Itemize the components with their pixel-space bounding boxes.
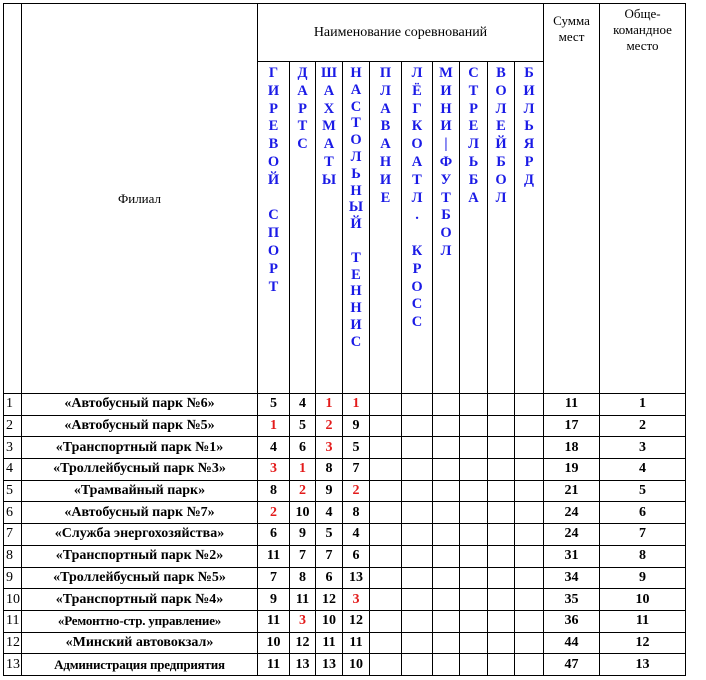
score-cell	[460, 437, 488, 459]
score-cell	[402, 524, 433, 546]
score-cell	[433, 437, 460, 459]
table-row	[4, 415, 686, 437]
score-cell	[488, 502, 515, 524]
score-cell: 12	[290, 632, 316, 654]
header-competitions: Наименование соревнований	[258, 4, 544, 62]
place-cell: 4	[600, 459, 686, 481]
table-row	[4, 567, 686, 589]
score-cell	[515, 524, 544, 546]
score-cell: 7	[258, 567, 290, 589]
sum-cell: 21	[544, 480, 600, 502]
score-cell: 7	[290, 545, 316, 567]
sport-name: Н А С Т О Л Ь Н Ы Й Т Е Н Н И С	[348, 65, 364, 350]
score-cell: 1	[258, 415, 290, 437]
score-cell	[488, 610, 515, 632]
sum-cell: 47	[544, 654, 600, 676]
branch-name: «Троллейбусный парк №5»	[22, 567, 258, 589]
score-cell	[433, 589, 460, 611]
score-cell	[433, 545, 460, 567]
sum-cell: 34	[544, 567, 600, 589]
place-cell: 13	[600, 654, 686, 676]
table-row	[4, 632, 686, 654]
score-cell	[402, 589, 433, 611]
branch-name: «Трамвайный парк»	[22, 480, 258, 502]
branch-name: «Минский автовокзал»	[22, 632, 258, 654]
score-cell: 10	[316, 610, 343, 632]
score-cell	[370, 589, 402, 611]
place-cell: 6	[600, 502, 686, 524]
score-cell: 2	[258, 502, 290, 524]
sum-cell: 18	[544, 437, 600, 459]
sum-cell: 35	[544, 589, 600, 611]
score-cell: 2	[316, 415, 343, 437]
sum-cell: 11	[544, 394, 600, 416]
score-cell: 12	[343, 610, 370, 632]
row-number: 4	[4, 459, 22, 481]
score-cell: 10	[343, 654, 370, 676]
row-number: 12	[4, 632, 22, 654]
score-cell: 9	[316, 480, 343, 502]
score-cell	[433, 459, 460, 481]
sport-name: Б И Л Ь Я Р Д	[523, 65, 535, 188]
score-cell	[370, 632, 402, 654]
place-cell: 12	[600, 632, 686, 654]
header-number-cell	[4, 4, 22, 394]
branch-name: «Служба энергохозяйства»	[22, 524, 258, 546]
score-cell	[515, 567, 544, 589]
score-cell	[370, 567, 402, 589]
score-cell	[460, 589, 488, 611]
score-cell	[460, 524, 488, 546]
score-cell	[402, 632, 433, 654]
table-row	[4, 480, 686, 502]
score-cell	[402, 480, 433, 502]
score-cell: 8	[316, 459, 343, 481]
score-cell: 13	[316, 654, 343, 676]
score-cell	[433, 610, 460, 632]
score-cell	[515, 394, 544, 416]
sum-cell: 24	[544, 502, 600, 524]
score-cell	[488, 524, 515, 546]
place-cell: 8	[600, 545, 686, 567]
score-cell: 6	[343, 545, 370, 567]
score-cell: 2	[343, 480, 370, 502]
row-number: 9	[4, 567, 22, 589]
score-cell	[460, 480, 488, 502]
score-cell: 5	[316, 524, 343, 546]
place-cell: 9	[600, 567, 686, 589]
branch-name: «Троллейбусный парк №3»	[22, 459, 258, 481]
score-cell: 5	[290, 415, 316, 437]
row-number: 10	[4, 589, 22, 611]
score-cell	[433, 415, 460, 437]
score-cell	[402, 545, 433, 567]
score-cell	[488, 545, 515, 567]
score-cell: 11	[258, 610, 290, 632]
score-cell: 10	[258, 632, 290, 654]
score-cell: 8	[258, 480, 290, 502]
sport-header-4	[343, 62, 370, 394]
score-cell	[460, 632, 488, 654]
row-number: 13	[4, 654, 22, 676]
score-cell: 3	[343, 589, 370, 611]
score-cell: 9	[290, 524, 316, 546]
sport-name: П Л А В А Н И Е	[379, 65, 392, 206]
row-number: 8	[4, 545, 22, 567]
score-cell	[433, 480, 460, 502]
sport-header-7	[433, 62, 460, 394]
table-row	[4, 545, 686, 567]
score-cell: 6	[258, 524, 290, 546]
score-cell: 11	[343, 632, 370, 654]
branch-name: Администрация предприятия	[22, 654, 258, 676]
sum-cell: 19	[544, 459, 600, 481]
table-row	[4, 589, 686, 611]
place-cell: 11	[600, 610, 686, 632]
score-cell: 11	[290, 589, 316, 611]
score-cell: 11	[258, 545, 290, 567]
score-cell: 4	[258, 437, 290, 459]
score-cell	[433, 524, 460, 546]
score-cell	[460, 459, 488, 481]
score-cell	[460, 415, 488, 437]
sport-header-1	[258, 62, 290, 394]
branch-name: «Транспортный парк №4»	[22, 589, 258, 611]
score-cell: 5	[258, 394, 290, 416]
header-team-place: Обще-командное место	[600, 4, 686, 394]
results-table	[3, 3, 686, 676]
score-cell: 5	[343, 437, 370, 459]
score-cell: 6	[316, 567, 343, 589]
sport-name: С Т Р Е Л Ь Б А	[468, 65, 479, 206]
score-cell	[460, 654, 488, 676]
row-number: 1	[4, 394, 22, 416]
place-cell: 3	[600, 437, 686, 459]
place-cell: 7	[600, 524, 686, 546]
score-cell	[370, 459, 402, 481]
score-cell	[488, 632, 515, 654]
score-cell	[402, 459, 433, 481]
sum-cell: 36	[544, 610, 600, 632]
table-row	[4, 524, 686, 546]
place-cell: 5	[600, 480, 686, 502]
score-cell	[370, 437, 402, 459]
row-number: 3	[4, 437, 22, 459]
score-cell	[515, 610, 544, 632]
header-row	[4, 4, 686, 62]
score-cell	[460, 394, 488, 416]
score-cell	[488, 437, 515, 459]
score-cell	[402, 567, 433, 589]
score-cell: 1	[290, 459, 316, 481]
table-row	[4, 459, 686, 481]
row-number: 11	[4, 610, 22, 632]
table-row	[4, 437, 686, 459]
score-cell	[433, 654, 460, 676]
score-cell: 11	[316, 632, 343, 654]
score-cell	[402, 415, 433, 437]
sport-header-3	[316, 62, 343, 394]
score-cell	[402, 394, 433, 416]
score-cell: 1	[343, 394, 370, 416]
sport-header-10	[515, 62, 544, 394]
score-cell	[370, 415, 402, 437]
row-number: 2	[4, 415, 22, 437]
score-cell	[370, 394, 402, 416]
score-cell: 4	[316, 502, 343, 524]
score-cell	[515, 654, 544, 676]
sum-cell: 24	[544, 524, 600, 546]
score-cell	[488, 654, 515, 676]
branch-name: «Автобусный парк №7»	[22, 502, 258, 524]
score-cell: 4	[290, 394, 316, 416]
score-cell: 1	[316, 394, 343, 416]
score-cell	[433, 502, 460, 524]
score-cell: 4	[343, 524, 370, 546]
score-cell: 2	[290, 480, 316, 502]
branch-name: «Автобусный парк №6»	[22, 394, 258, 416]
score-cell	[460, 567, 488, 589]
score-cell	[433, 567, 460, 589]
score-cell: 3	[258, 459, 290, 481]
place-cell: 10	[600, 589, 686, 611]
branch-name: «Транспортный парк №2»	[22, 545, 258, 567]
score-cell	[370, 654, 402, 676]
score-cell	[488, 567, 515, 589]
sum-cell: 44	[544, 632, 600, 654]
sport-name: М И Н И | Ф У Т Б О Л	[439, 65, 453, 259]
sport-name: Д А Р Т С	[297, 65, 308, 153]
row-number: 5	[4, 480, 22, 502]
score-cell	[488, 589, 515, 611]
place-cell: 1	[600, 394, 686, 416]
score-cell: 11	[258, 654, 290, 676]
sport-header-8	[460, 62, 488, 394]
sport-header-6	[402, 62, 433, 394]
sport-name: Г И Р Е В О Й С П О Р Т	[267, 65, 280, 295]
score-cell	[433, 632, 460, 654]
score-cell: 13	[343, 567, 370, 589]
score-cell	[488, 459, 515, 481]
score-cell	[370, 524, 402, 546]
score-cell	[402, 502, 433, 524]
place-cell: 2	[600, 415, 686, 437]
score-cell: 9	[343, 415, 370, 437]
header-sum: Сумма мест	[544, 4, 600, 394]
table-row	[4, 610, 686, 632]
score-cell	[370, 610, 402, 632]
score-cell	[515, 459, 544, 481]
score-cell	[402, 610, 433, 632]
sport-name: Л Ё Г К О А Т Л . К Р О С С	[411, 65, 423, 331]
score-cell	[402, 654, 433, 676]
score-cell: 10	[290, 502, 316, 524]
score-cell	[460, 502, 488, 524]
table-row	[4, 654, 686, 676]
score-cell: 3	[316, 437, 343, 459]
sport-header-9	[488, 62, 515, 394]
score-cell	[515, 480, 544, 502]
score-cell	[370, 545, 402, 567]
score-cell	[370, 480, 402, 502]
score-cell: 7	[343, 459, 370, 481]
score-cell: 8	[290, 567, 316, 589]
sum-cell: 31	[544, 545, 600, 567]
branch-name: «Автобусный парк №5»	[22, 415, 258, 437]
score-cell	[515, 589, 544, 611]
sport-header-2	[290, 62, 316, 394]
sum-cell: 17	[544, 415, 600, 437]
table-row	[4, 394, 686, 416]
score-cell	[488, 415, 515, 437]
score-cell	[515, 632, 544, 654]
score-cell: 7	[316, 545, 343, 567]
score-cell	[433, 394, 460, 416]
branch-name: «Ремонтно-стр. управление»	[22, 610, 258, 632]
score-cell	[488, 394, 515, 416]
score-cell	[515, 415, 544, 437]
score-cell	[515, 502, 544, 524]
score-cell	[515, 437, 544, 459]
header-branch: Филиал	[22, 4, 258, 394]
score-cell: 12	[316, 589, 343, 611]
score-cell	[515, 545, 544, 567]
score-cell: 8	[343, 502, 370, 524]
score-cell: 6	[290, 437, 316, 459]
row-number: 6	[4, 502, 22, 524]
score-cell	[460, 610, 488, 632]
row-number: 7	[4, 524, 22, 546]
score-cell: 9	[258, 589, 290, 611]
branch-name: «Транспортный парк №1»	[22, 437, 258, 459]
table-row	[4, 502, 686, 524]
score-cell: 13	[290, 654, 316, 676]
sport-header-5	[370, 62, 402, 394]
score-cell	[460, 545, 488, 567]
score-cell	[488, 480, 515, 502]
sport-name: В О Л Е Й Б О Л	[495, 65, 507, 206]
sport-name: Ш А Х М А Т Ы	[321, 65, 337, 188]
score-cell	[402, 437, 433, 459]
score-cell: 3	[290, 610, 316, 632]
score-cell	[370, 502, 402, 524]
